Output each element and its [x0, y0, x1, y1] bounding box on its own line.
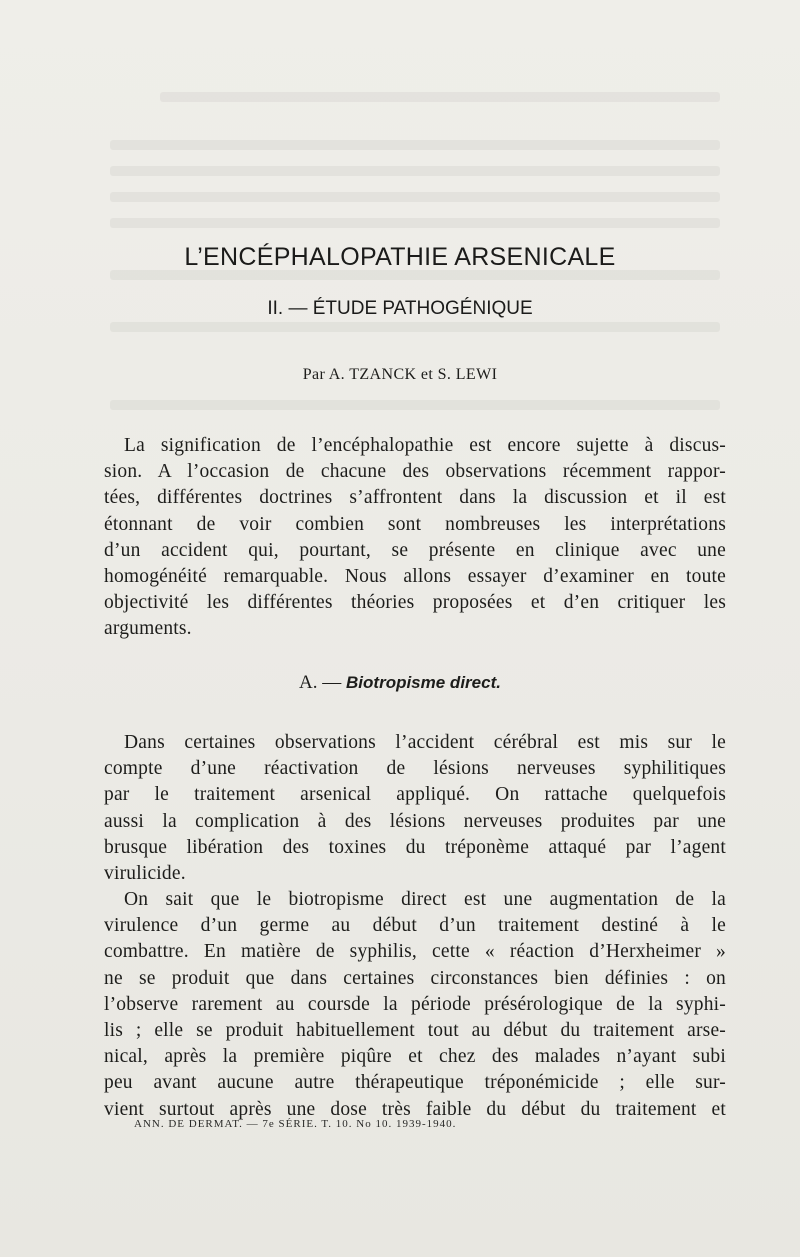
section-heading-title: Biotropisme direct. — [346, 673, 501, 692]
text-line: brusque libération des toxines du tréponème attaqué par l’agent — [104, 836, 726, 858]
show-through-line — [110, 400, 720, 410]
text-line: arguments. — [104, 618, 192, 640]
journal-footer: ANN. DE DERMAT. — 7e SÉRIE. T. 10. No 10. 1939-1940. — [134, 1118, 457, 1130]
show-through-line — [110, 218, 720, 228]
text-line: étonnant de voir combien sont nombreuses les interprétations — [104, 513, 726, 535]
text-line: d’un accident qui, pourtant, se présente en clinique avec une — [104, 539, 726, 561]
text-line: nical, après la première piqûre et chez des malades n’ayant subi — [104, 1046, 726, 1068]
text-line: homogénéité remarquable. Nous allons essayer d’examiner en toute — [104, 566, 726, 588]
show-through-line — [110, 166, 720, 176]
show-through-line — [110, 140, 720, 150]
text-line: On sait que le biotropisme direct est une augmentation de la — [124, 889, 726, 910]
text-line: l’observe rarement au coursde la période présérologique de la syphi- — [104, 993, 726, 1015]
text-line: La signification de l’encéphalopathie est encore sujette à discus- — [124, 435, 726, 456]
article-subtitle: II. — ÉTUDE PATHOGÉNIQUE — [267, 298, 533, 319]
text-line: sion. A l’occasion de chacune des observations récemment rappor- — [104, 461, 726, 483]
article-authors: Par A. TZANCK et S. LEWI — [302, 366, 498, 383]
text-line: aussi la complication à des lésions nerveuses produites par une — [104, 810, 726, 832]
section-heading-prefix: A. — — [299, 672, 342, 693]
section-a-paragraph-1 — [104, 730, 726, 887]
text-line: virulicide. — [104, 863, 186, 885]
section-a-paragraph-2 — [104, 887, 726, 1123]
text-line: lis ; elle se produit habituellement tout au début du traitement arse- — [104, 1020, 726, 1042]
section-heading — [0, 672, 800, 694]
text-line: compte d’une réactivation de lésions nerveuses syphilitiques — [104, 758, 726, 780]
text-line: Dans certaines observations l’accident cérébral est mis sur le — [124, 732, 726, 753]
text-line: combattre. En matière de syphilis, cette « réaction d’Herxheimer » — [104, 941, 726, 963]
text-line: tées, différentes doctrines s’affrontent dans la discussion et il est — [104, 487, 726, 509]
text-line: objectivité les différentes théories proposées et d’en critiquer les — [104, 592, 726, 614]
article-title: L’ENCÉPHALOPATHIE ARSENICALE — [184, 243, 616, 271]
text-line: ne se produit que dans certaines circonstances bien définies : on — [104, 967, 726, 989]
text-line: peu avant aucune autre thérapeutique tréponémicide ; elle sur- — [104, 1072, 726, 1094]
show-through-line — [110, 322, 720, 332]
show-through-line — [160, 92, 720, 102]
show-through-line — [110, 192, 720, 202]
text-line: vient surtout après une dose très faible du début du traitement et — [104, 1098, 726, 1120]
text-line: virulence d’un germe au début d’un traitement destiné à le — [104, 915, 726, 937]
intro-paragraph — [104, 433, 726, 643]
text-line: par le traitement arsenical appliqué. On rattache quelquefois — [104, 784, 726, 806]
